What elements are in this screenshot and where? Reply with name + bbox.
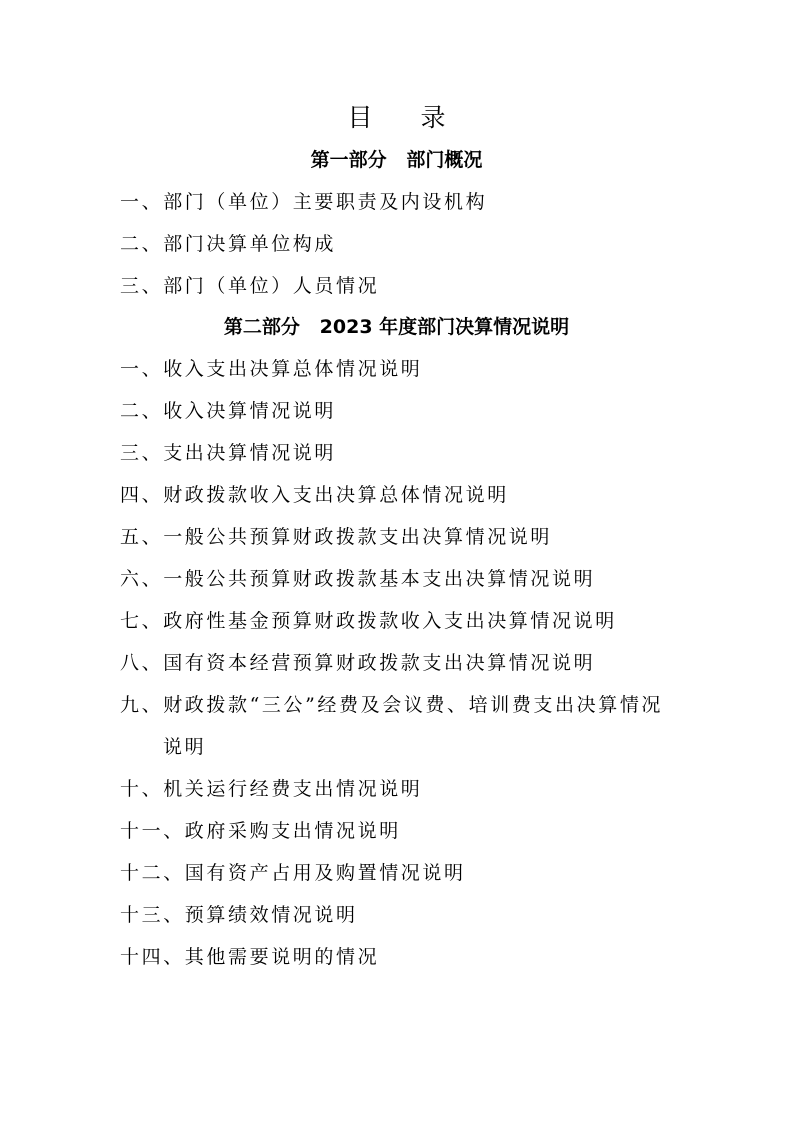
toc-item: 二、收入决算情况说明 — [120, 400, 337, 422]
part-one-heading: 第一部分 部门概况 — [310, 149, 483, 171]
toc-item: 十二、国有资产占用及购置情况说明 — [120, 862, 466, 884]
toc-item: 十三、预算绩效情况说明 — [120, 904, 358, 926]
toc-item: 五、一般公共预算财政拨款支出决算情况说明 — [120, 526, 553, 548]
toc-item: 二、部门决算单位构成 — [120, 233, 337, 255]
toc-item: 三、部门（单位）人员情况 — [120, 275, 380, 297]
toc-item: 四、财政拨款收入支出决算总体情况说明 — [120, 484, 509, 506]
toc-item-continuation: 说明 — [163, 736, 207, 758]
toc-item: 八、国有资本经营预算财政拨款支出决算情况说明 — [120, 652, 596, 674]
toc-item: 十一、政府采购支出情况说明 — [120, 820, 401, 842]
toc-item: 一、部门（单位）主要职责及内设机构 — [120, 191, 488, 213]
toc-item: 十四、其他需要说明的情况 — [120, 946, 380, 968]
toc-item: 十、机关运行经费支出情况说明 — [120, 778, 423, 800]
toc-item: 九、财政拨款“三公”经费及会议费、培训费支出决算情况 — [120, 694, 664, 716]
page-title: 目 录 — [347, 103, 466, 132]
toc-item: 六、一般公共预算财政拨款基本支出决算情况说明 — [120, 568, 596, 590]
part-two-heading: 第二部分 2023 年度部门决算情况说明 — [223, 316, 570, 338]
toc-item: 三、支出决算情况说明 — [120, 442, 337, 464]
toc-item: 七、政府性基金预算财政拨款收入支出决算情况说明 — [120, 610, 617, 632]
toc-item: 一、收入支出决算总体情况说明 — [120, 358, 423, 380]
